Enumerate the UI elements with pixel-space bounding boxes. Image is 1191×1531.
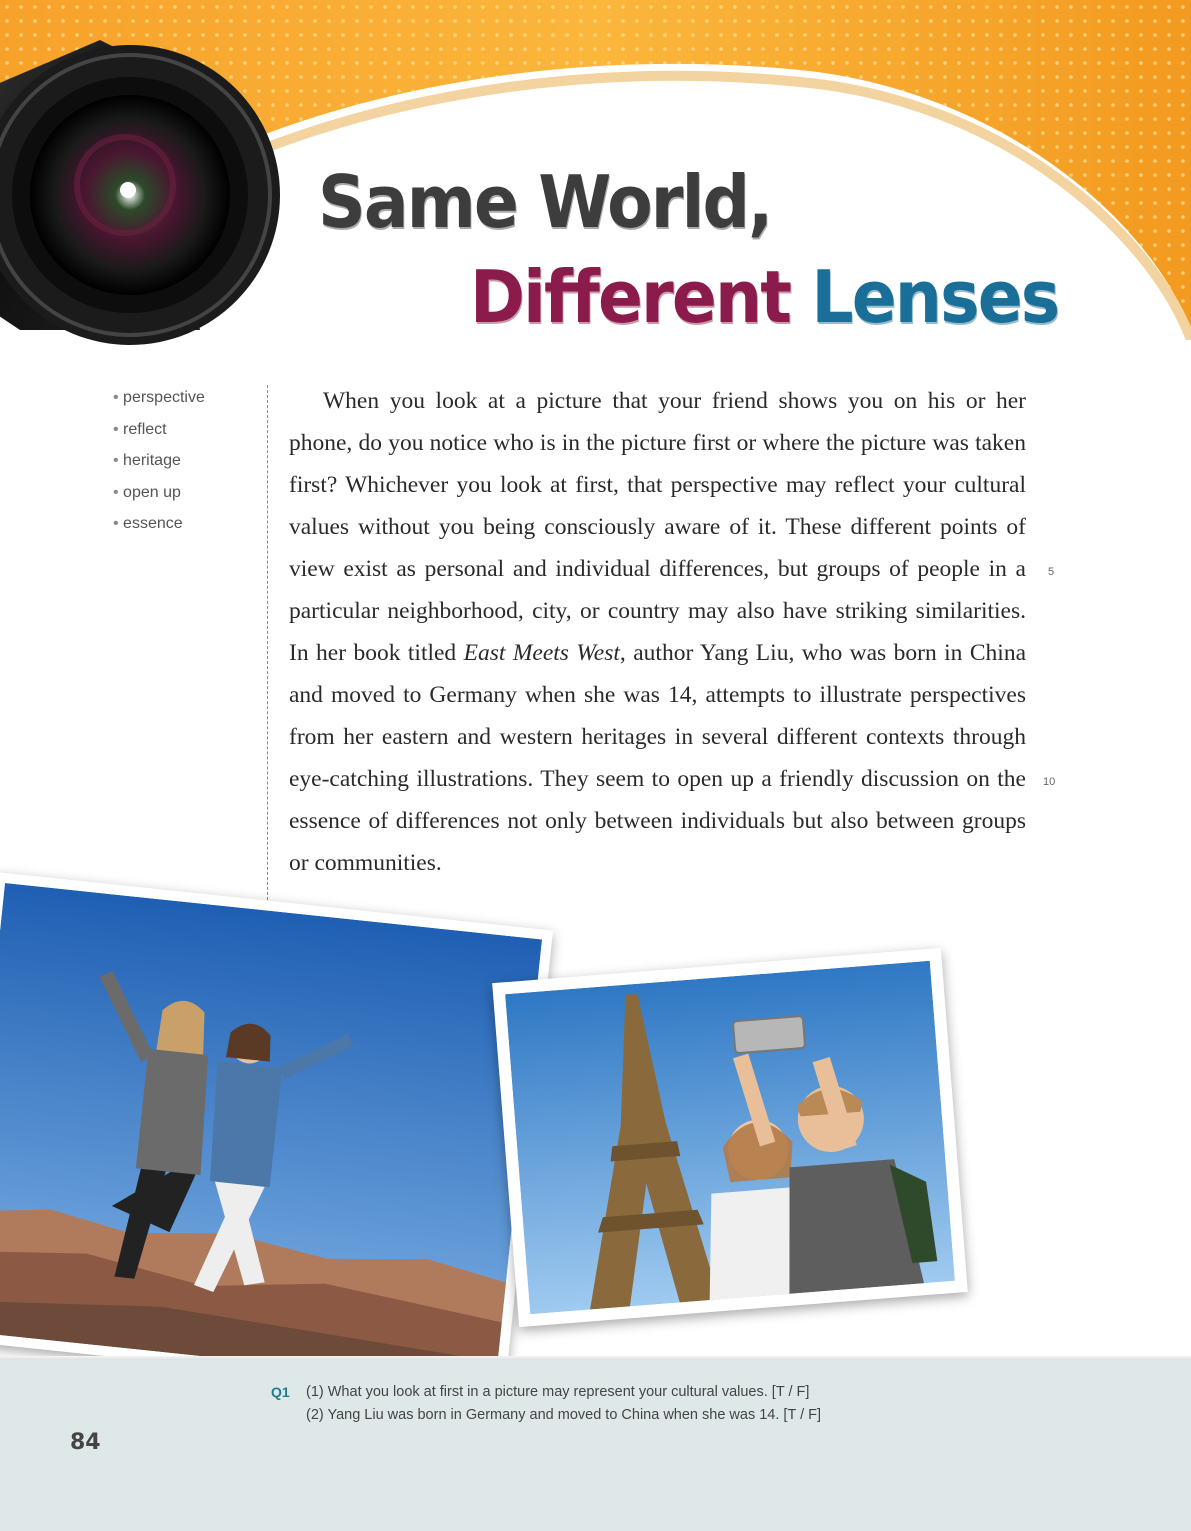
- title-line-1: Same World,: [318, 160, 772, 244]
- line-number-10: 10: [1043, 776, 1056, 788]
- question-item-1: (1) What you look at first in a picture may represent your cultural values. [T / F]: [306, 1384, 810, 1400]
- question-label: Q1: [271, 1384, 290, 1400]
- vocab-item: • essence: [113, 514, 205, 546]
- passage-text-part1: When you look at a picture that your friend shows you on his or her phone, do you notice who is in the picture first or where the picture was taken first? Whichever you look at first, that perspective may reflect your cultural values without you being consciously aware of it. These different points of view exist as personal and individual differences, but groups of people in a particular neighborhood, city, or country may also have striking similarities. In her book titled: [289, 388, 1026, 666]
- eiffel-photo-image: [505, 961, 955, 1314]
- question-item-2: (2) Yang Liu was born in Germany and moved to China when she was 14. [T / F]: [306, 1407, 822, 1423]
- vocab-item: • heritage: [113, 451, 205, 483]
- vocab-item: • open up: [113, 483, 205, 515]
- vocabulary-list: [113, 388, 205, 546]
- reading-passage: [289, 380, 1026, 884]
- vocab-item: • reflect: [113, 420, 205, 452]
- title-line-2: [470, 255, 1058, 339]
- canyon-photo-image: [0, 883, 542, 1387]
- camera-lens-image: [0, 30, 290, 350]
- title-lenses: Lenses: [811, 255, 1059, 339]
- line-number-5: 5: [1048, 566, 1055, 578]
- book-title: East Meets West: [463, 640, 620, 666]
- title-different: Different: [470, 255, 791, 339]
- page-number: 84: [70, 1430, 101, 1455]
- vocab-item: • perspective: [113, 388, 205, 420]
- photo-canyon-friends: [0, 872, 553, 1398]
- vertical-dashed-divider: [267, 385, 268, 915]
- passage-text-part2: , author Yang Liu, who was born in China and moved to Germany when she was 14, attempts to illustrate perspectives from her eastern and western heritages in several different contexts through eye-catching illustrations. They seem to open up a friendly discussion on the essence of differences not only between individuals but also between groups or communities.: [289, 640, 1026, 876]
- photo-eiffel-selfie: [492, 948, 968, 1327]
